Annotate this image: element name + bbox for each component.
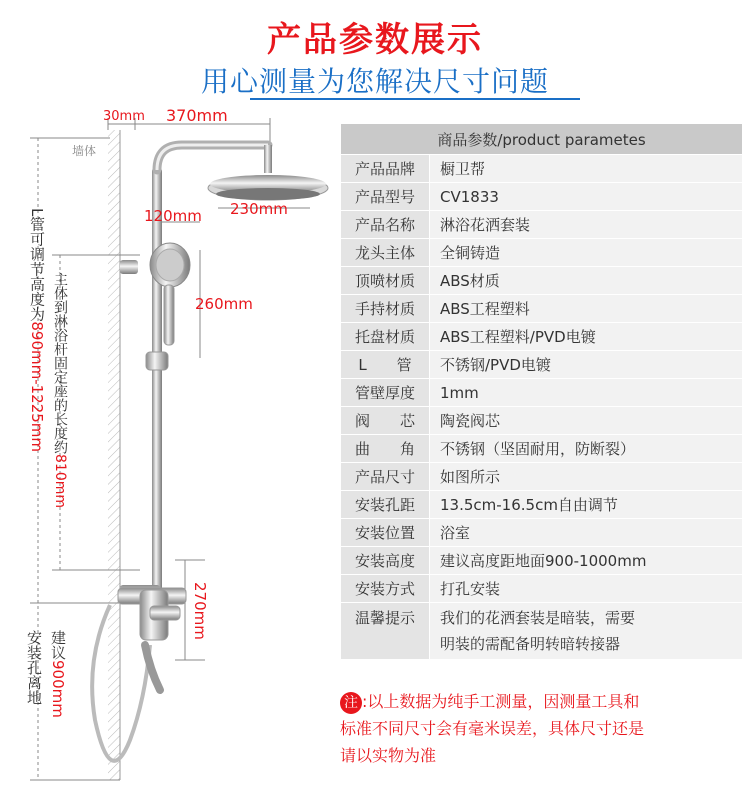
wall-label: 墙体: [72, 144, 97, 158]
param-value: 浴室: [430, 519, 743, 547]
shower-diagram: [0, 100, 340, 797]
param-key: 产品名称: [341, 211, 430, 239]
note: [340, 688, 740, 769]
param-key: 顶喷材质: [341, 267, 430, 295]
param-value-multiline: [430, 603, 743, 660]
l-pipe-range: 890mm-1225mm: [28, 321, 46, 453]
note-line2: 标准不同尺寸会有毫米误差，具体尺寸还是: [340, 719, 645, 738]
table-row: [341, 239, 743, 267]
table-row: [341, 323, 743, 351]
param-value: 1mm: [430, 379, 743, 407]
dim-260: 260mm: [195, 295, 253, 313]
params-table: [340, 123, 743, 660]
param-value: 不锈钢/PVD电镀: [430, 351, 743, 379]
table-row: [341, 491, 743, 519]
param-key: 安装方式: [341, 575, 430, 603]
param-value: 如图所示: [430, 463, 743, 491]
param-value: 打孔安装: [430, 575, 743, 603]
hole-value: 900mm: [49, 660, 67, 718]
param-key: 温馨提示: [341, 603, 430, 660]
table-row: [341, 183, 743, 211]
page-subtitle: 用心测量为您解决尺寸问题: [200, 65, 549, 98]
param-value: ABS工程塑料/PVD电镀: [430, 323, 743, 351]
hole-label-b: [50, 630, 66, 718]
note-badge: 注: [340, 692, 362, 714]
table-row: [341, 547, 743, 575]
table-row: [341, 351, 743, 379]
table-header-row: [341, 124, 743, 155]
table-row: [341, 463, 743, 491]
param-key: 安装位置: [341, 519, 430, 547]
wall: [108, 130, 120, 780]
param-value-line: 明装的需配备明转暗转接器: [440, 635, 621, 653]
l-pipe-label: [29, 208, 45, 452]
dim-370: 370mm: [166, 106, 228, 125]
body-length-label: [52, 272, 68, 508]
body-length-text: 主体到淋浴杆固定座的长度约: [52, 272, 68, 454]
param-key: L 管: [341, 351, 430, 379]
body-length-value: 810mm: [52, 454, 68, 508]
table-row: [341, 295, 743, 323]
param-value: ABS材质: [430, 267, 743, 295]
table-row: [341, 603, 743, 660]
note-line3: 请以实物为准: [340, 746, 437, 765]
dim-120: 120mm: [144, 207, 202, 225]
param-value: 不锈钢（坚固耐用，防断裂）: [430, 435, 743, 463]
param-value: 淋浴花洒套装: [430, 211, 743, 239]
table-row: [341, 379, 743, 407]
param-key: 管壁厚度: [341, 379, 430, 407]
param-value: 建议高度距地面900-1000mm: [430, 547, 743, 575]
param-key: 阀 芯: [341, 407, 430, 435]
param-key: 产品品牌: [341, 155, 430, 183]
param-value: CV1833: [430, 183, 743, 211]
table-row: [341, 435, 743, 463]
param-key: 安装孔距: [341, 491, 430, 519]
table-row: [341, 267, 743, 295]
note-line1: :以上数据为纯手工测量，因测量工具和: [362, 692, 640, 711]
dim-230: 230mm: [230, 200, 288, 218]
dim-270: 270mm: [191, 582, 209, 640]
page-title: 产品参数展示: [267, 20, 483, 60]
param-key: 安装高度: [341, 547, 430, 575]
shower-rod: [152, 168, 162, 598]
table-row: [341, 519, 743, 547]
dim-30: 30mm: [103, 109, 145, 124]
table-row: [341, 155, 743, 183]
param-value: 陶瓷阀芯: [430, 407, 743, 435]
param-value: 橱卫帮: [430, 155, 743, 183]
table-row: [341, 211, 743, 239]
param-value: 13.5cm-16.5cm自由调节: [430, 491, 743, 519]
param-value: ABS工程塑料: [430, 295, 743, 323]
param-key: 龙头主体: [341, 239, 430, 267]
param-key: 手持材质: [341, 295, 430, 323]
param-value: 全铜铸造: [430, 239, 743, 267]
param-key: 曲 角: [341, 435, 430, 463]
param-key: 产品尺寸: [341, 463, 430, 491]
param-key: 托盘材质: [341, 323, 430, 351]
hole-text-b: 建议: [49, 630, 67, 660]
hole-label-a: 安装孔离地: [25, 630, 43, 705]
table-header: 商品参数/product parametes: [341, 124, 743, 155]
table-row: [341, 575, 743, 603]
param-key: 产品型号: [341, 183, 430, 211]
l-pipe-text: L管可调节高度为: [28, 208, 46, 322]
table-row: [341, 407, 743, 435]
param-value-line: 我们的花洒套装是暗装，需要: [440, 609, 636, 627]
